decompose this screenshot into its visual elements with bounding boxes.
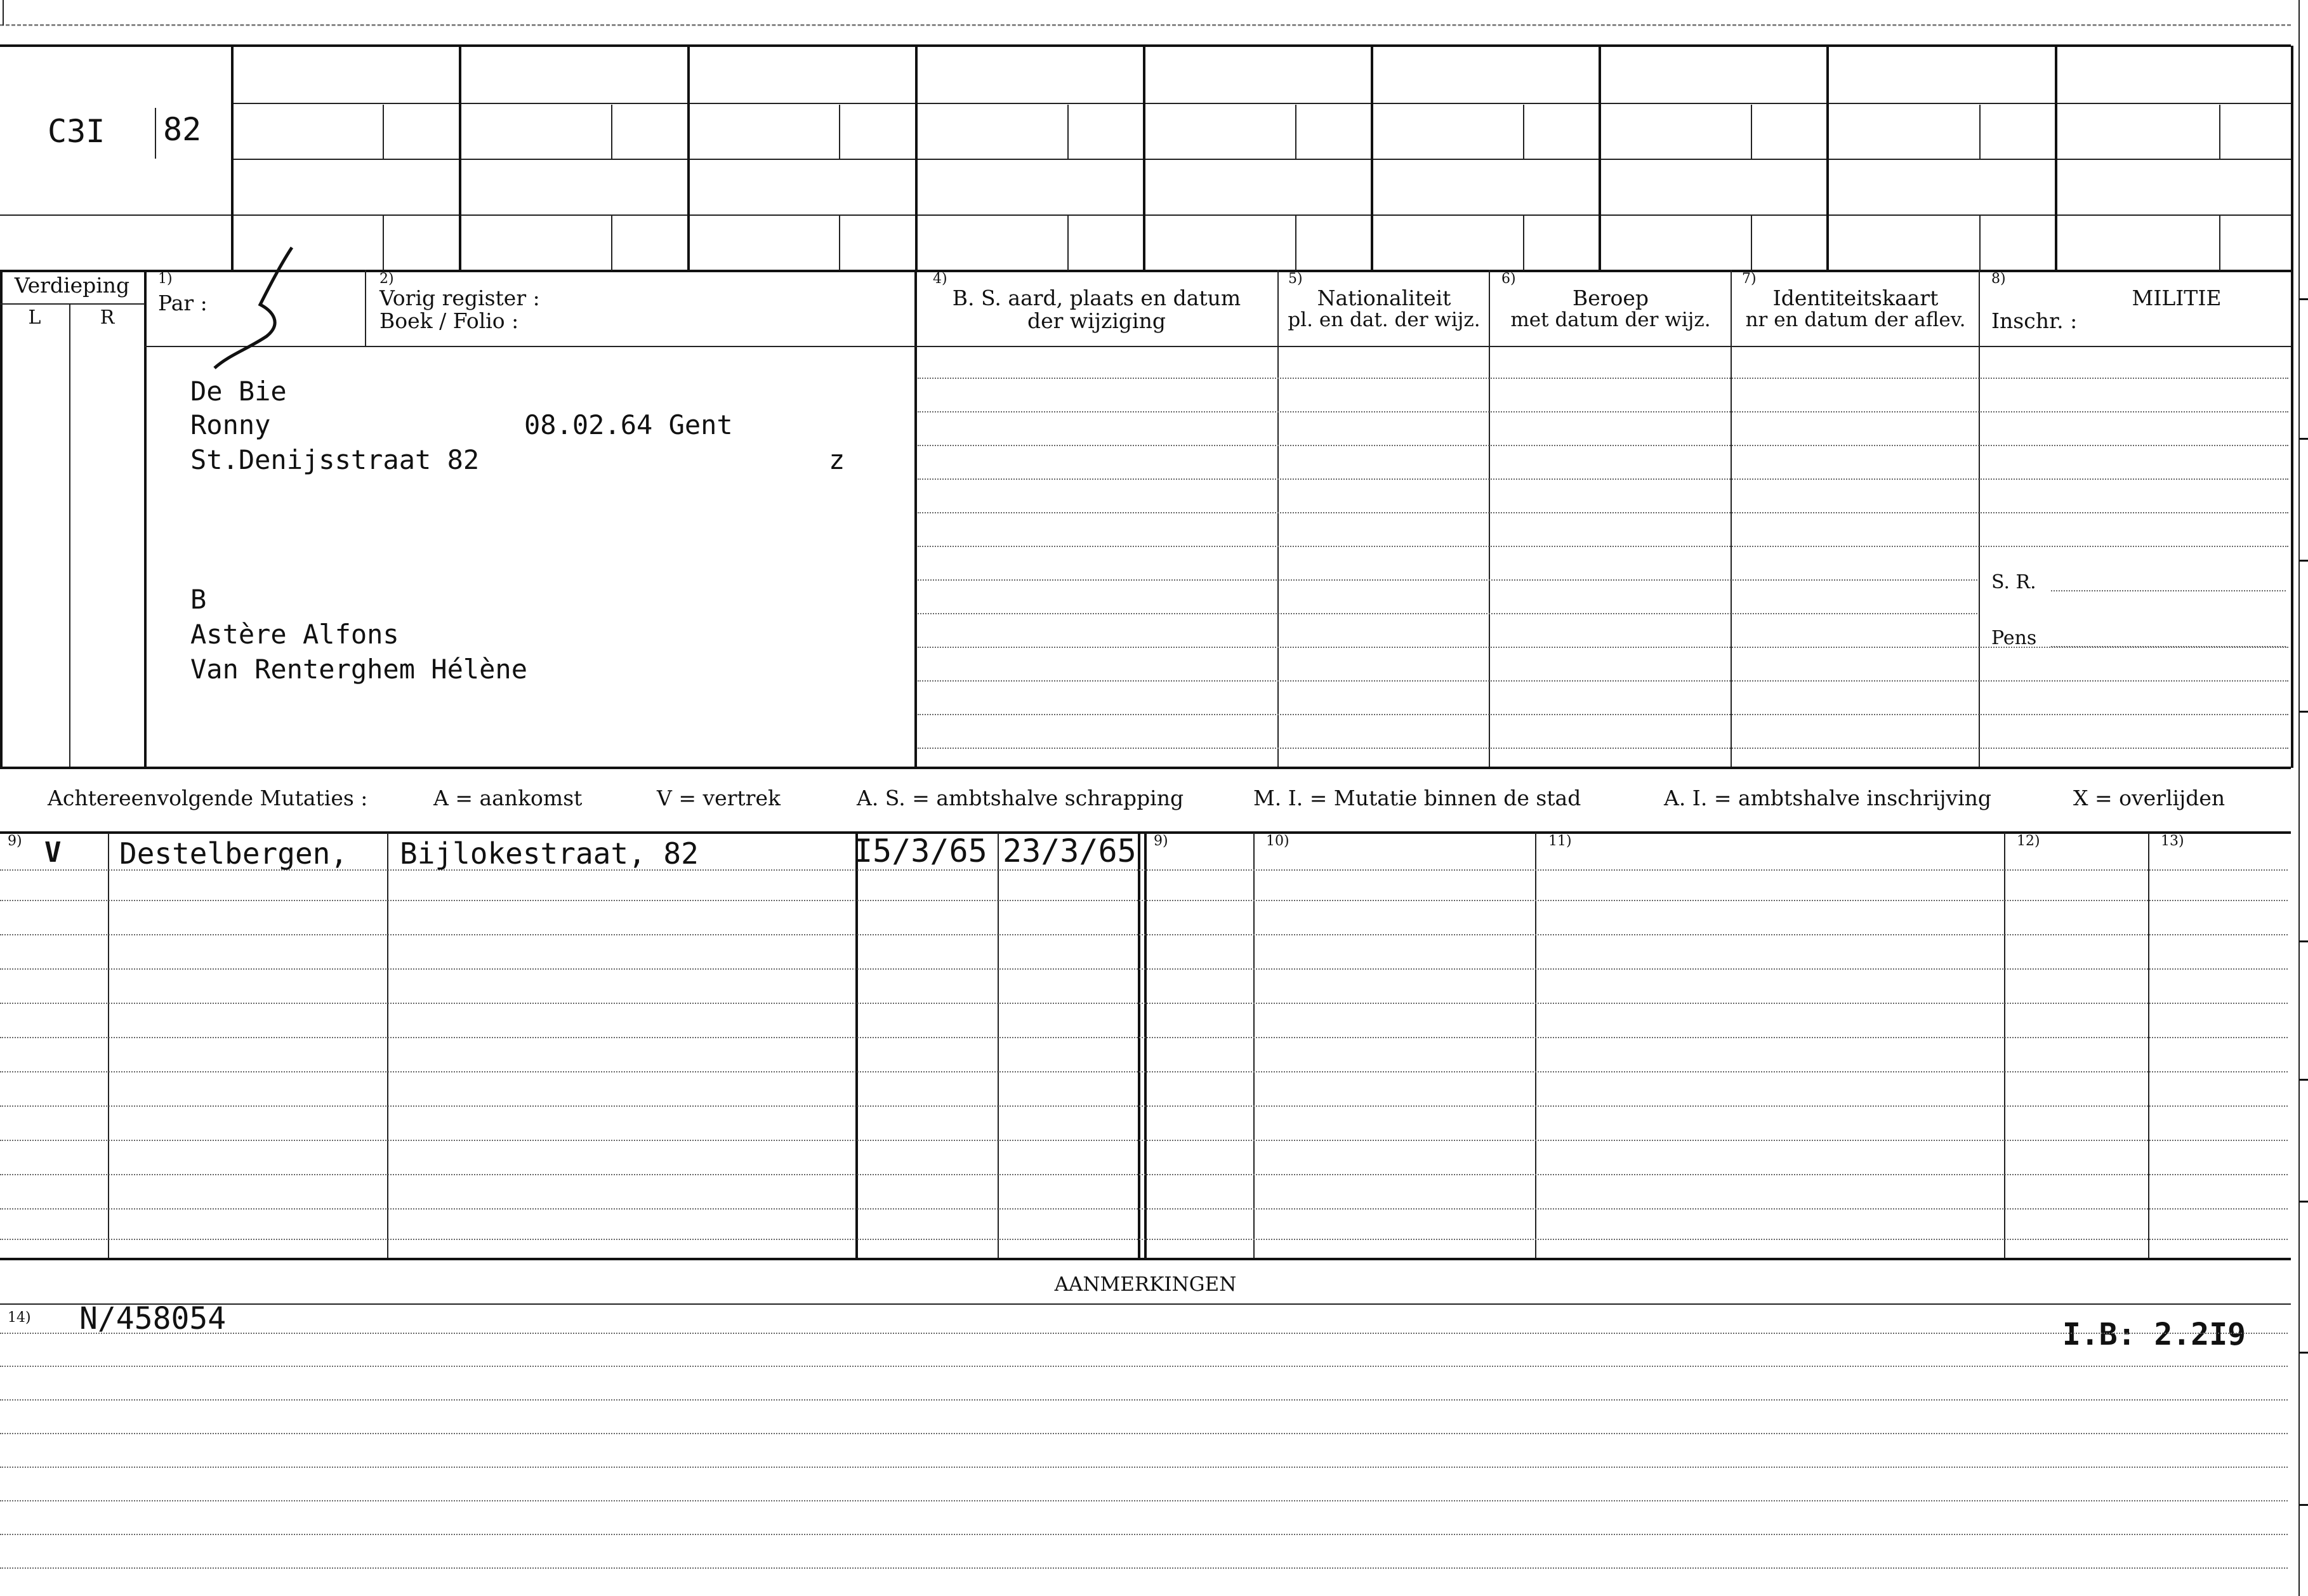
header-col-3 bbox=[687, 46, 690, 271]
mutation-date-1: I5/3/65 bbox=[854, 833, 987, 869]
beroep-number: 6) bbox=[1501, 271, 1516, 287]
id-label-1: Identiteitskaart bbox=[1772, 286, 1939, 310]
edge-tick bbox=[2299, 940, 2308, 942]
scan-corner-mark bbox=[3, 0, 4, 25]
pens-line bbox=[2051, 646, 2286, 647]
detail-row bbox=[918, 411, 2288, 412]
remarks-row bbox=[0, 1500, 2288, 1501]
mut-col-6 bbox=[1253, 833, 1255, 1258]
header-sub-6b bbox=[1523, 216, 1524, 270]
edge-tick bbox=[2299, 711, 2308, 713]
edge-tick bbox=[2299, 560, 2308, 562]
mutation-row bbox=[0, 1239, 2288, 1240]
mutation-row bbox=[0, 1174, 2288, 1175]
person-status: B bbox=[190, 584, 207, 615]
nat-number: 5) bbox=[1288, 271, 1303, 287]
remarks-row bbox=[0, 1333, 2288, 1334]
boek-folio-label: Boek / Folio : bbox=[379, 308, 519, 333]
person-birth: 08.02.64 Gent bbox=[524, 409, 733, 440]
right-edge bbox=[2298, 0, 2300, 1596]
legend-overlijden: X = overlijden bbox=[2073, 786, 2226, 810]
header-sub-2b bbox=[611, 216, 612, 270]
col-nat-end bbox=[1489, 270, 1490, 768]
mut-num-9-left: 9) bbox=[8, 833, 22, 849]
col-beroep-end bbox=[1731, 270, 1732, 768]
scan-top-edge bbox=[0, 24, 2291, 26]
mutation-row bbox=[0, 1037, 2288, 1038]
mut-col-2 bbox=[387, 833, 388, 1258]
remarks-row bbox=[0, 1467, 2288, 1468]
mutation-row bbox=[0, 1105, 2288, 1107]
edge-tick bbox=[2299, 1352, 2308, 1354]
col-bs-end bbox=[1277, 270, 1279, 768]
person-section-bottom bbox=[0, 767, 2291, 769]
col-id-end bbox=[1979, 270, 1980, 768]
remarks-row bbox=[0, 1366, 2288, 1367]
person-marker: z bbox=[829, 444, 845, 475]
detail-row bbox=[918, 714, 2288, 715]
mut-num-10: 10) bbox=[1266, 833, 1289, 849]
section-left-border bbox=[0, 270, 3, 768]
vorig-number: 2) bbox=[379, 271, 394, 287]
header-number: 82 bbox=[163, 111, 202, 148]
legend-schrapping: A. S. = ambtshalve schrapping bbox=[857, 786, 1184, 810]
header-col-8 bbox=[1826, 46, 1829, 271]
legend-mutatie: M. I. = Mutatie binnen de stad bbox=[1253, 786, 1581, 810]
nat-label-2: pl. en dat. der wijz. bbox=[1288, 308, 1480, 331]
col-l-r-divider bbox=[69, 303, 70, 768]
mut-num-9-right: 9) bbox=[1154, 833, 1168, 849]
detail-row bbox=[918, 579, 1977, 581]
header-code: C3I bbox=[48, 113, 105, 150]
pens-label: Pens bbox=[1991, 627, 2037, 649]
header-row-line-2 bbox=[232, 159, 2291, 160]
person-address: St.Denijsstraat 82 bbox=[190, 444, 480, 475]
header-row-line-3 bbox=[0, 214, 2291, 216]
vorig-register-label: Vorig register : bbox=[379, 286, 540, 310]
header-sub-3 bbox=[839, 105, 840, 159]
header-sub-9b bbox=[2219, 216, 2220, 270]
detail-row bbox=[918, 748, 2288, 749]
detail-row bbox=[918, 680, 2288, 682]
remarks-row bbox=[0, 1534, 2288, 1535]
verdieping-sub-line bbox=[0, 303, 145, 305]
par-number: 1) bbox=[158, 271, 173, 287]
header-col-7 bbox=[1599, 46, 1601, 271]
id-number: 7) bbox=[1742, 271, 1757, 287]
legend-vertrek: V = vertrek bbox=[657, 786, 781, 810]
header-top-border bbox=[0, 44, 2291, 47]
sr-line bbox=[2051, 590, 2286, 591]
par-label: Par : bbox=[158, 291, 208, 315]
mut-col-3 bbox=[855, 833, 858, 1258]
remarks-number: 14) bbox=[8, 1310, 31, 1326]
mut-col-7 bbox=[1535, 833, 1536, 1258]
mut-col-8 bbox=[2004, 833, 2005, 1258]
verdieping-label: Verdieping bbox=[14, 273, 130, 298]
edge-tick bbox=[2299, 438, 2308, 440]
remarks-ib: I.B: 2.2I9 bbox=[2062, 1317, 2246, 1352]
mutation-type: V bbox=[44, 836, 62, 869]
header-col-6 bbox=[1371, 46, 1373, 271]
mutation-date-2: 23/3/65 bbox=[1003, 833, 1137, 869]
header-sub-2 bbox=[611, 105, 612, 159]
header-row-line-1 bbox=[232, 103, 2291, 104]
header-sub-4 bbox=[1067, 105, 1069, 159]
verdieping-right-label: R bbox=[100, 307, 115, 329]
mutations-bottom-border bbox=[0, 1258, 2291, 1260]
edge-tick bbox=[2299, 1201, 2308, 1203]
verdieping-left-label: L bbox=[28, 307, 41, 329]
beroep-label-2: met datum der wijz. bbox=[1510, 308, 1711, 331]
legend-inschrijving: A. I. = ambtshalve inschrijving bbox=[1664, 786, 1992, 810]
mutation-place: Destelbergen, bbox=[119, 836, 348, 871]
header-sub-1 bbox=[383, 105, 384, 159]
detail-row bbox=[918, 478, 2288, 480]
header-col-9 bbox=[2055, 46, 2057, 271]
bs-label-1: B. S. aard, plaats en datum bbox=[952, 286, 1241, 310]
header-divider-code bbox=[155, 108, 156, 159]
mut-col-5 bbox=[1138, 833, 1140, 1258]
mutation-row bbox=[0, 1140, 2288, 1141]
mutation-row bbox=[0, 968, 2288, 970]
person-surname: De Bie bbox=[190, 376, 287, 407]
legend-aankomst: A = aankomst bbox=[433, 786, 583, 810]
edge-tick bbox=[2299, 1504, 2308, 1506]
mut-num-12: 12) bbox=[2017, 833, 2040, 849]
legend-title: Achtereenvolgende Mutaties : bbox=[48, 786, 368, 810]
mut-num-11: 11) bbox=[1548, 833, 1572, 849]
id-label-2: nr en datum der aflev. bbox=[1745, 308, 1966, 331]
detail-row bbox=[918, 378, 2288, 379]
detail-row bbox=[918, 512, 2288, 513]
bs-label-2: der wijziging bbox=[1027, 308, 1166, 333]
remarks-row bbox=[0, 1399, 2288, 1401]
col-person-end bbox=[914, 270, 917, 768]
header-sub-9 bbox=[2219, 105, 2220, 159]
header-bottom-border bbox=[0, 270, 2291, 272]
mut-col-4 bbox=[998, 833, 999, 1258]
mutation-row bbox=[0, 1003, 2288, 1004]
bs-number: 4) bbox=[933, 271, 947, 287]
header-col-2 bbox=[459, 46, 461, 271]
inschr-label: Inschr. : bbox=[1991, 308, 2078, 333]
mut-col-9 bbox=[2148, 833, 2149, 1258]
beroep-label-1: Beroep bbox=[1572, 286, 1649, 310]
section-right-border bbox=[2291, 270, 2293, 768]
par-signature bbox=[203, 241, 317, 374]
col-header-underline bbox=[145, 346, 2291, 347]
header-sub-3b bbox=[839, 216, 840, 270]
remarks-title: AANMERKINGEN bbox=[1054, 1273, 1237, 1296]
header-sub-8 bbox=[1979, 105, 1981, 159]
edge-tick bbox=[2299, 1079, 2308, 1081]
header-sub-7 bbox=[1751, 105, 1752, 159]
header-col-4 bbox=[915, 46, 918, 271]
person-firstname: Ronny bbox=[190, 409, 271, 440]
remarks-row bbox=[0, 1433, 2288, 1434]
header-sub-5 bbox=[1295, 105, 1296, 159]
mutation-street: Bijlokestraat, 82 bbox=[400, 836, 699, 871]
mut-col-1 bbox=[108, 833, 109, 1258]
mutation-row bbox=[0, 1071, 2288, 1072]
header-col-5 bbox=[1143, 46, 1145, 271]
mutation-row bbox=[0, 934, 2288, 935]
edge-tick bbox=[2299, 298, 2308, 300]
header-col-1 bbox=[231, 46, 234, 271]
header-sub-1b bbox=[383, 216, 384, 270]
detail-row bbox=[918, 546, 2288, 547]
header-sub-6 bbox=[1523, 105, 1524, 159]
remarks-reference: N/458054 bbox=[79, 1301, 227, 1336]
col-par-end bbox=[365, 270, 366, 346]
detail-row bbox=[918, 613, 1977, 614]
mut-num-13: 13) bbox=[2161, 833, 2184, 849]
militie-label: MILITIE bbox=[2132, 286, 2222, 310]
col-verdieping-end bbox=[144, 270, 147, 768]
header-right-border bbox=[2291, 46, 2293, 271]
person-mother: Van Renterghem Hélène bbox=[190, 654, 528, 685]
person-father: Astère Alfons bbox=[190, 619, 399, 650]
header-sub-7b bbox=[1751, 216, 1752, 270]
header-sub-5b bbox=[1295, 216, 1296, 270]
nat-label-1: Nationaliteit bbox=[1317, 286, 1451, 310]
militie-number: 8) bbox=[1991, 271, 2006, 287]
detail-row bbox=[918, 445, 2288, 446]
mutation-row bbox=[0, 1208, 2288, 1210]
remarks-row bbox=[0, 1567, 2288, 1569]
mut-col-5b bbox=[1144, 833, 1147, 1258]
remarks-top-line bbox=[0, 1303, 2291, 1305]
header-sub-8b bbox=[1979, 216, 1981, 270]
mutation-row bbox=[0, 900, 2288, 901]
header-sub-4b bbox=[1067, 216, 1069, 270]
sr-label: S. R. bbox=[1991, 571, 2036, 593]
